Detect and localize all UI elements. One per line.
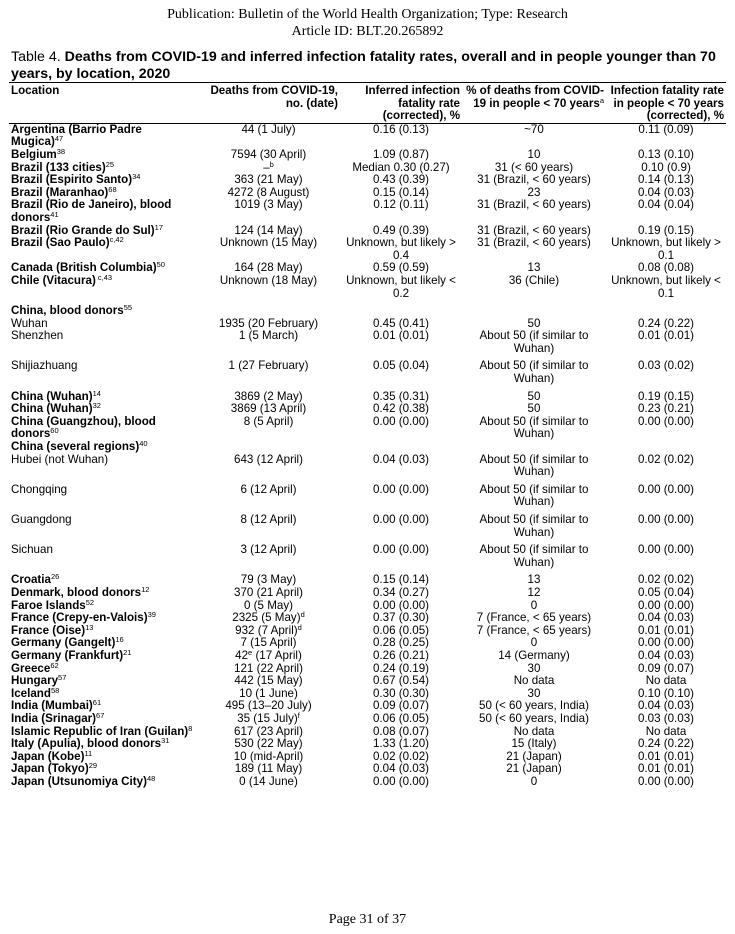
reference-number: c,42 xyxy=(109,235,124,245)
location-name: Argentina (Barrio Padre Mugica) xyxy=(11,122,142,149)
deaths-cell xyxy=(197,237,340,262)
ifr-cell xyxy=(340,441,462,454)
pct-under-70-cell: About 50 (if similar to Wuhan) xyxy=(479,452,589,479)
deaths-value: 8 (5 April) xyxy=(243,414,294,428)
table-caption-prefix: Table 4. xyxy=(11,49,65,65)
deaths-cell xyxy=(197,416,340,441)
table-row xyxy=(9,751,726,764)
ifr-cell: 0.42 (0.38) xyxy=(372,402,430,416)
ifr-cell: Unknown, but likely > 0.4 xyxy=(346,236,456,262)
deaths-cell xyxy=(197,484,340,509)
pct-under-70-cell: 31 (Brazil, < 60 years) xyxy=(477,223,591,237)
reference-number: 67 xyxy=(96,710,105,720)
ifr-cell: 0.15 (0.14) xyxy=(372,185,430,199)
reference-number: 50 xyxy=(156,260,165,270)
ifr-cell xyxy=(340,305,462,318)
ifr-under-70-cell: 0.19 (0.15) xyxy=(637,389,695,403)
table-row xyxy=(9,199,726,224)
ifr-cell: 0.00 (0.00) xyxy=(372,598,430,612)
ifr-cell: 0.00 (0.00) xyxy=(372,543,430,557)
deaths-value: 3 (12 April) xyxy=(240,543,297,557)
ifr-under-70-cell: 0.00 (0.00) xyxy=(637,598,695,612)
ifr-under-70-cell: 0.19 (0.15) xyxy=(637,223,695,237)
deaths-value: 189 (11 May) xyxy=(234,762,303,776)
location-cell xyxy=(9,272,197,300)
ifr-under-70-cell: 0.01 (0.01) xyxy=(637,749,695,763)
reference-number: 26 xyxy=(50,572,60,582)
ifr-cell: 0.43 (0.39) xyxy=(372,173,430,187)
location-name: Shijiazhuang xyxy=(11,359,78,373)
table-row xyxy=(9,416,726,441)
pct-under-70-cell: 10 xyxy=(527,147,541,161)
deaths-date: (17 April) xyxy=(252,648,302,662)
location-cell xyxy=(9,199,197,224)
pct-under-70-cell: 30 xyxy=(527,686,541,700)
reference-number: 58 xyxy=(50,685,60,695)
location-cell xyxy=(9,484,197,509)
ifr-cell: 0.45 (0.41) xyxy=(372,316,430,330)
deaths-value: 79 (3 May) xyxy=(240,573,297,587)
deaths-cell xyxy=(197,454,340,479)
ifr-cell: 0.08 (0.07) xyxy=(372,724,430,738)
ifr-cell: 0.59 (0.59) xyxy=(372,261,430,275)
pct-under-70-cell: About 50 (if similar to Wuhan) xyxy=(479,359,589,386)
pct-under-70-cell: 13 xyxy=(527,573,541,587)
location-name: France (Oise) xyxy=(11,623,86,637)
deaths-value: 8 (12 April) xyxy=(240,513,297,526)
column-header-footnote-marker: a xyxy=(599,95,604,105)
ifr-cell: 1.33 (1.20) xyxy=(372,737,430,751)
deaths-value: 0 (5 May) xyxy=(244,598,293,612)
table-row xyxy=(9,663,726,676)
table-row xyxy=(9,776,726,789)
deaths-cell xyxy=(197,776,340,789)
pct-under-70-cell: 36 (Chile) xyxy=(508,273,560,287)
reference-number: 62 xyxy=(50,660,59,670)
deaths-value: 1019 (3 May) xyxy=(234,198,303,212)
ifr-cell: 1.09 (0.87) xyxy=(372,147,430,161)
deaths-value: 42 xyxy=(235,648,249,662)
reference-number: c,43 xyxy=(95,272,113,282)
location-name: China (Guangzhou), blood donors xyxy=(11,414,156,441)
reference-number: 8 xyxy=(188,723,193,733)
deaths-value: 530 (22 May) xyxy=(234,737,303,751)
pct-under-70-cell: 7 (France, < 65 years) xyxy=(476,611,592,625)
ifr-under-70-cell: 0.00 (0.00) xyxy=(637,414,695,428)
deaths-cell xyxy=(197,330,340,355)
deaths-value: 4272 (8 August) xyxy=(227,185,310,199)
ifr-cell: 0.26 (0.21) xyxy=(372,648,430,662)
reference-number: 31 xyxy=(161,736,170,746)
table-row xyxy=(9,688,726,701)
location-name: Faroe Islands xyxy=(11,598,86,612)
location-name: Sichuan xyxy=(11,543,53,557)
table-row xyxy=(9,237,726,262)
pct-under-70-cell: ~70 xyxy=(524,122,544,136)
location-name: Belgium xyxy=(11,147,57,161)
deaths-cell xyxy=(197,275,340,300)
ifr-cell: 0.37 (0.30) xyxy=(372,611,430,625)
location-name: Brazil (Sao Paulo) xyxy=(11,236,110,250)
location-name: Brazil (Espirito Santo) xyxy=(11,173,133,187)
deaths-value: 2325 (5 May) xyxy=(232,611,301,625)
pct-under-70-cell xyxy=(462,305,606,318)
pct-under-70-cell: 0 xyxy=(530,636,538,650)
ifr-under-70-cell: 0.00 (0.00) xyxy=(637,513,695,526)
reference-number: 39 xyxy=(147,610,156,620)
pct-under-70-cell: 50 (< 60 years, India) xyxy=(479,711,589,725)
location-name: Shenzhen xyxy=(11,329,64,343)
location-cell xyxy=(9,454,197,479)
location-name: Hungary xyxy=(11,674,59,688)
deaths-cell xyxy=(197,199,340,224)
reference-number: 61 xyxy=(92,698,102,708)
reference-number: 52 xyxy=(85,597,95,607)
ifr-under-70-cell: 0.09 (0.07) xyxy=(637,661,695,675)
ifr-under-70-cell: 0.01 (0.01) xyxy=(637,762,695,776)
ifr-cell: Unknown, but likely < 0.2 xyxy=(346,273,456,300)
table-row xyxy=(9,305,726,318)
ifr-under-70-cell: 0.05 (0.04) xyxy=(637,585,695,599)
column-header-deaths: Deaths from COVID-19, no. (date) xyxy=(210,84,338,110)
location-name: Germany (Frankfurt) xyxy=(11,648,124,662)
table-row xyxy=(9,650,726,663)
deaths-value: 932 (7 April) xyxy=(235,623,298,637)
pct-under-70-cell xyxy=(462,441,606,454)
pct-under-70-cell: 30 xyxy=(527,661,541,675)
ifr-cell: 0.67 (0.54) xyxy=(372,674,430,688)
deaths-value: 44 (1 July) xyxy=(241,122,296,136)
ifr-under-70-cell: Unknown, but likely > 0.1 xyxy=(611,236,721,262)
table-row xyxy=(9,612,726,625)
table-row xyxy=(9,454,726,479)
ifr-under-70-cell xyxy=(606,305,726,318)
ifr-under-70-cell: 0.00 (0.00) xyxy=(637,636,695,650)
pct-under-70-cell: About 50 (if similar to Wuhan) xyxy=(479,482,589,509)
table-row xyxy=(9,360,726,385)
ifr-under-70-cell: 0.00 (0.00) xyxy=(637,543,695,557)
reference-number: 11 xyxy=(84,748,93,758)
location-cell xyxy=(9,416,197,441)
deaths-value: 3869 (2 May) xyxy=(234,389,303,403)
deaths-value: 121 (22 April) xyxy=(234,661,303,675)
pct-under-70-cell: 23 xyxy=(527,185,541,199)
reference-number: 47 xyxy=(54,134,64,144)
deaths-value: 124 (14 May) xyxy=(234,223,303,237)
pct-under-70-cell: 31 (Brazil, < 60 years) xyxy=(477,173,591,187)
deaths-value: 164 (28 May) xyxy=(234,261,303,275)
deaths-value: 617 (23 April) xyxy=(234,724,303,738)
location-name: Germany (Gangelt) xyxy=(11,636,116,650)
deaths-value: 363 (21 May) xyxy=(234,173,303,187)
ifr-under-70-cell: 0.08 (0.08) xyxy=(637,261,695,275)
ifr-cell: 0.16 (0.13) xyxy=(372,122,430,136)
table-row xyxy=(9,484,726,509)
ifr-under-70-cell: 0.10 (0.9) xyxy=(641,160,691,174)
reference-number: 34 xyxy=(132,172,141,182)
ifr-under-70-cell: 0.00 (0.00) xyxy=(637,482,695,496)
location-name: Iceland xyxy=(11,686,51,700)
ifr-under-70-cell: 0.04 (0.03) xyxy=(637,699,695,713)
ifr-cell: 0.49 (0.39) xyxy=(372,223,430,237)
deaths-value: 495 (13–20 July) xyxy=(225,699,312,713)
reference-number: 38 xyxy=(56,146,66,156)
table-row xyxy=(9,544,726,569)
ifr-under-70-cell: No data xyxy=(645,724,687,738)
deaths-value: 7594 (30 April) xyxy=(230,147,307,161)
page-number: Page 31 of 37 xyxy=(328,912,407,927)
ifr-under-70-cell: 0.10 (0.10) xyxy=(637,686,695,700)
ifr-under-70-cell: No data xyxy=(645,674,687,688)
location-name: Croatia xyxy=(11,573,51,587)
ifr-under-70-cell: Unknown, but likely < 0.1 xyxy=(611,273,721,300)
pct-under-70-cell: About 50 (if similar to Wuhan) xyxy=(479,414,589,441)
reference-number: 12 xyxy=(141,584,150,594)
deaths-value: Unknown (15 May) xyxy=(219,236,318,250)
reference-number: 41 xyxy=(50,209,59,219)
table-row xyxy=(9,275,726,300)
deaths-value: 1935 (20 February) xyxy=(218,316,319,330)
table-header-row xyxy=(9,83,726,124)
article-id-line: Article ID: BLT.20.265892 xyxy=(291,24,444,39)
location-cell xyxy=(9,237,197,262)
location-name: Japan (Tokyo) xyxy=(11,762,89,776)
location-name: India (Srinagar) xyxy=(11,711,97,725)
column-header-ifr: Inferred infection fatality rate (corrected), % xyxy=(365,84,460,123)
reference-number: 68 xyxy=(108,184,117,194)
location-cell xyxy=(9,773,197,789)
location-name: Chile (Vitacura) xyxy=(11,273,96,287)
deaths-value: 643 (12 April) xyxy=(234,452,303,466)
ifr-cell: 0.00 (0.00) xyxy=(372,482,430,496)
ifr-cell: 0.12 (0.11) xyxy=(373,198,429,212)
pct-under-70-cell: 15 (Italy) xyxy=(511,737,557,751)
pct-under-70-cell: 50 xyxy=(527,389,541,403)
pct-under-70-cell: About 50 (if similar to Wuhan) xyxy=(479,543,589,569)
pct-under-70-cell: 21 (Japan) xyxy=(506,762,562,776)
location-cell xyxy=(9,514,197,539)
location-name: Japan (Utsunomiya City) xyxy=(11,774,147,788)
pct-under-70-cell: 7 (France, < 65 years) xyxy=(476,623,592,637)
location-name: Brazil (Maranhao) xyxy=(11,185,109,199)
ifr-under-70-cell: 0.02 (0.02) xyxy=(637,452,695,466)
ifr-cell: 0.24 (0.19) xyxy=(372,661,430,675)
ifr-under-70-cell: 0.04 (0.04) xyxy=(637,198,695,212)
deaths-value: 370 (21 April) xyxy=(234,585,303,599)
pct-under-70-cell: About 50 (if similar to Wuhan) xyxy=(479,329,589,355)
ifr-cell: 0.00 (0.00) xyxy=(372,414,430,428)
pct-under-70-cell: 14 (Germany) xyxy=(498,648,570,662)
column-header-ifr-under-70: Infection fatality rate in people < 70 years (corrected), % xyxy=(610,84,724,123)
location-cell xyxy=(9,544,197,569)
location-name: Canada (British Columbia) xyxy=(11,261,157,275)
ifr-cell: 0.04 (0.03) xyxy=(372,762,430,776)
location-name: Islamic Republic of Iran (Guilan) xyxy=(11,724,189,738)
location-name: Brazil (133 cities) xyxy=(11,160,106,174)
table-body xyxy=(9,123,726,788)
pct-under-70-cell: 21 (Japan) xyxy=(506,749,562,763)
pct-under-70-cell: 50 (< 60 years, India) xyxy=(479,699,589,713)
ifr-under-70-cell: 0.11 (0.09) xyxy=(638,122,694,136)
reference-number: 17 xyxy=(154,222,163,232)
ifr-under-70-cell: 0.04 (0.03) xyxy=(637,648,695,662)
deaths-value: 10 (mid-April) xyxy=(233,749,304,763)
deaths-cell xyxy=(197,544,340,569)
location-name: Chongqing xyxy=(11,482,68,496)
ifr-under-70-cell: 0.00 (0.00) xyxy=(637,774,695,788)
location-name: China (Wuhan) xyxy=(11,402,93,416)
pct-under-70-cell: 50 xyxy=(527,402,541,416)
ifr-under-70-cell: 0.13 (0.10) xyxy=(637,147,695,161)
deaths-value: 35 (15 July) xyxy=(237,711,298,725)
ifr-cell: 0.28 (0.25) xyxy=(372,636,430,650)
ifr-cell: 0.00 (0.00) xyxy=(372,774,430,788)
ifr-cell: 0.35 (0.31) xyxy=(372,389,430,403)
reference-number: 29 xyxy=(88,761,98,771)
ifr-under-70-cell xyxy=(606,441,726,454)
deaths-cell xyxy=(197,123,340,149)
ifr-cell: 0.30 (0.30) xyxy=(372,686,430,700)
ifr-cell: 0.01 (0.01) xyxy=(372,329,430,343)
location-name: India (Mumbai) xyxy=(11,699,93,713)
column-header-location: Location xyxy=(11,84,60,97)
data-table xyxy=(9,82,726,788)
column-header-pct-text: % of deaths from COVID-19 in people < 70 years xyxy=(466,84,604,110)
location-name: Guangdong xyxy=(11,513,72,526)
location-cell xyxy=(9,360,197,385)
location-name: Italy (Apulia), blood donors xyxy=(11,737,162,751)
table-row xyxy=(9,330,726,355)
deaths-value: 0 (14 June) xyxy=(239,774,298,788)
pct-under-70-cell: 12 xyxy=(527,585,541,599)
deaths-cell xyxy=(197,360,340,385)
reference-number: 32 xyxy=(92,401,101,411)
deaths-value: 10 (1 June) xyxy=(239,686,298,700)
ifr-cell: 0.02 (0.02) xyxy=(372,749,430,763)
publication-line: Publication: Bulletin of the World Health Organization; Type: Research xyxy=(167,7,568,22)
deaths-value: 442 (15 May) xyxy=(234,674,303,688)
reference-number: 60 xyxy=(50,426,59,436)
location-name: Denmark, blood donors xyxy=(11,585,142,599)
location-name: Brazil (Rio de Janeiro), blood donors xyxy=(11,198,172,224)
ifr-under-70-cell: 0.03 (0.03) xyxy=(637,711,695,725)
location-name: Wuhan xyxy=(11,316,48,330)
ifr-cell: Median 0.30 (0.27) xyxy=(352,160,450,174)
reference-number: 57 xyxy=(58,673,67,683)
deaths-value: 3869 (13 April) xyxy=(230,402,307,416)
table-row xyxy=(9,514,726,539)
ifr-under-70-cell: 0.14 (0.13) xyxy=(637,173,695,187)
pct-under-70-cell: 50 xyxy=(527,316,541,330)
ifr-under-70-cell: 0.02 (0.02) xyxy=(637,573,695,587)
deaths-value: 1 (5 March) xyxy=(238,329,299,343)
reference-number: 55 xyxy=(123,303,133,313)
deaths-footnote-marker: d xyxy=(300,610,305,620)
ifr-under-70-cell: 0.23 (0.21) xyxy=(637,402,695,416)
table-row xyxy=(9,149,726,162)
ifr-cell: 0.06 (0.05) xyxy=(372,711,430,725)
ifr-under-70-cell: 0.24 (0.22) xyxy=(637,316,695,330)
deaths-value: – xyxy=(263,160,270,174)
location-name: France (Crepy-en-Valois) xyxy=(11,611,148,625)
pct-under-70-cell: No data xyxy=(513,674,555,688)
deaths-footnote-marker: f xyxy=(297,710,300,720)
ifr-cell: 0.06 (0.05) xyxy=(372,623,430,637)
location-cell xyxy=(9,330,197,355)
reference-number: 40 xyxy=(139,439,148,449)
pct-under-70-cell: 31 (Brazil, < 60 years) xyxy=(477,236,591,250)
location-name: Hubei (not Wuhan) xyxy=(11,452,109,466)
ifr-under-70-cell: 0.03 (0.02) xyxy=(637,359,695,373)
table-row xyxy=(9,675,726,688)
reference-number: 21 xyxy=(123,647,132,657)
ifr-cell: 0.04 (0.03) xyxy=(372,452,430,466)
table-row xyxy=(9,587,726,600)
reference-number: 14 xyxy=(92,388,101,398)
deaths-footnote-marker: d xyxy=(297,622,302,632)
ifr-under-70-cell: 0.01 (0.01) xyxy=(637,329,695,343)
ifr-under-70-cell: 0.01 (0.01) xyxy=(637,623,695,637)
pct-under-70-cell: 13 xyxy=(527,261,541,275)
pct-under-70-cell: 31 (< 60 years) xyxy=(494,160,574,174)
deaths-value: Unknown (18 May) xyxy=(219,273,318,287)
location-name: Greece xyxy=(11,661,51,675)
ifr-cell: 0.15 (0.14) xyxy=(372,573,430,587)
pct-under-70-cell: About 50 (if similar to Wuhan) xyxy=(479,513,589,539)
ifr-under-70-cell: 0.24 (0.22) xyxy=(637,737,695,751)
deaths-value: 1 (27 February) xyxy=(228,359,309,373)
deaths-cell xyxy=(197,514,340,539)
deaths-footnote-marker: b xyxy=(269,159,274,169)
table-row xyxy=(9,123,726,149)
location-name: China (several regions) xyxy=(11,440,140,454)
ifr-under-70-cell: 0.04 (0.03) xyxy=(637,185,695,199)
pct-under-70-cell: 0 xyxy=(530,774,538,788)
ifr-cell: 0.00 (0.00) xyxy=(372,513,430,526)
location-name: Japan (Kobe) xyxy=(11,749,85,763)
pct-under-70-cell: No data xyxy=(513,724,555,738)
ifr-cell: 0.34 (0.27) xyxy=(372,585,430,599)
location-name: Brazil (Rio Grande do Sul) xyxy=(11,223,155,237)
table-row xyxy=(9,391,726,404)
column-header-pct-under-70 xyxy=(462,83,606,124)
deaths-value: 7 (15 April) xyxy=(240,636,297,650)
table-header xyxy=(9,83,726,124)
ifr-under-70-cell: 0.04 (0.03) xyxy=(637,611,695,625)
deaths-footnote-marker: e xyxy=(248,647,253,657)
pct-under-70-cell: 0 xyxy=(530,598,538,612)
location-name: China, blood donors xyxy=(11,304,124,318)
table-row xyxy=(9,318,726,331)
reference-number: 48 xyxy=(146,773,156,783)
reference-number: 16 xyxy=(115,635,124,645)
deaths-value: 6 (12 April) xyxy=(240,482,297,496)
table-row xyxy=(9,700,726,713)
reference-number: 25 xyxy=(105,159,115,169)
table-caption-title: Deaths from COVID-19 and inferred infection fatality rates, overall and in people younger than 70 years, by location, 2020 xyxy=(11,49,716,82)
pct-under-70-cell: 31 (Brazil, < 60 years) xyxy=(477,198,591,212)
ifr-cell: 0.09 (0.07) xyxy=(372,699,430,713)
ifr-cell: 0.05 (0.04) xyxy=(372,359,430,373)
table-caption xyxy=(11,49,726,83)
table-row xyxy=(9,738,726,751)
reference-number: 13 xyxy=(85,622,94,632)
table-row xyxy=(9,441,726,454)
location-name: China (Wuhan) xyxy=(11,389,93,403)
location-cell xyxy=(9,123,197,149)
